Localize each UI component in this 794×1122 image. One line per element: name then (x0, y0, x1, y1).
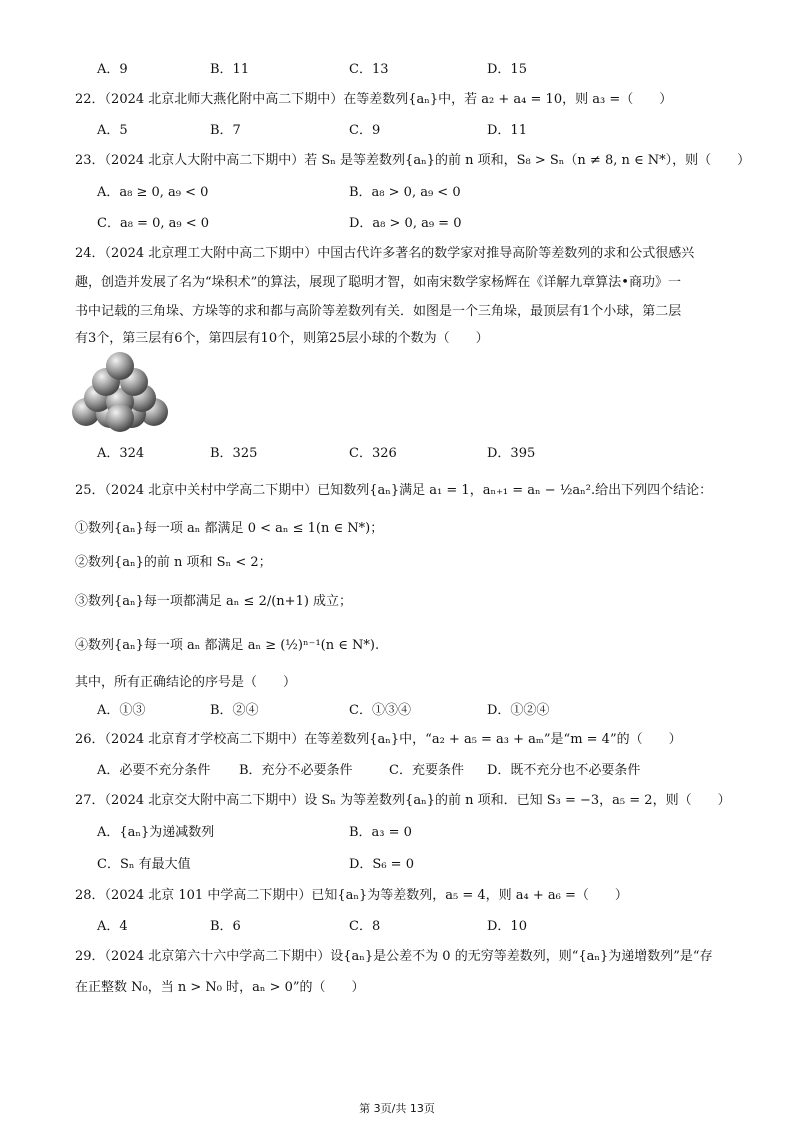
q25-prompt: 其中，所有正确结论的序号是（ ） (75, 675, 297, 690)
q24-stem-line-4: 有3个，第三层有6个，第四层有10个，则第25层小球的个数为（ ） (75, 331, 489, 346)
q26-option-c: C．充要条件 (389, 763, 464, 778)
q25-conclusion-1: ①数列{aₙ}每一项 aₙ 都满足 0 < aₙ ≤ 1(n ∈ N*)； (75, 521, 384, 536)
q28-stem: 28．（2024 北京 101 中学高二下期中）已知{aₙ}为等差数列，a₅ = 4，则 a₄ + a₆ =（ ） (75, 888, 628, 903)
q28-option-b: B．6 (210, 919, 241, 934)
q25-conclusion-2: ②数列{aₙ}的前 n 项和 Sₙ < 2； (75, 555, 272, 570)
q25-stem: 25．（2024 北京中关村中学高二下期中）已知数列{aₙ}满足 a₁ = 1，aₙ₊₁ = aₙ − ½aₙ².给出下列四个结论： (75, 483, 713, 498)
q24-option-c: C．326 (349, 446, 397, 461)
q22-option-c: C．9 (349, 123, 381, 138)
q22-stem: 22．（2024 北京北师大燕化附中高二下期中）在等差数列{aₙ}中，若 a₂ + a₄ = 10，则 a₃ =（ ） (75, 92, 673, 107)
q24-option-a: A．324 (97, 446, 145, 461)
q26-stem: 26．（2024 北京育才学校高二下期中）在等差数列{aₙ}中，“a₂ + a₅ = a₃ + aₘ”是“m = 4”的（ ） (75, 732, 682, 747)
q21-option-d: D．15 (487, 62, 527, 77)
q23-option-a: A．a₈ ≥ 0, a₉ < 0 (97, 185, 209, 200)
q28-option-d: D．10 (487, 919, 527, 934)
q27-option-d: D．S₆ = 0 (349, 857, 414, 872)
q25-conclusion-3: ③数列{aₙ}每一项都满足 aₙ ≤ 2/(n+1) 成立； (75, 594, 353, 609)
q29-stem-line-1: 29．（2024 北京第六十六中学高二下期中）设{aₙ}是公差不为 0 的无穷等差数列，则“{aₙ}为递增数列”是“存 (75, 949, 713, 964)
q23-stem: 23．（2024 北京人大附中高二下期中）若 Sₙ 是等差数列{aₙ}的前 n 项和，S₈ > Sₙ（n ≠ 8, n ∈ N*），则（ ） (75, 153, 751, 168)
triangular-ball-pile-figure (70, 352, 170, 432)
q22-option-b: B．7 (210, 123, 241, 138)
q23-option-d: D．a₈ > 0, a₉ = 0 (349, 216, 462, 231)
q29-stem-line-2: 在正整数 N₀，当 n > N₀ 时，aₙ > 0”的（ ） (75, 980, 365, 995)
q26-option-b: B．充分不必要条件 (239, 763, 353, 778)
q27-option-c: C．Sₙ 有最大值 (97, 857, 191, 872)
q28-option-c: C．8 (349, 919, 381, 934)
q25-option-c: C．①③④ (349, 703, 411, 718)
q24-option-d: D．395 (487, 446, 536, 461)
q25-option-a: A．①③ (97, 703, 146, 718)
q23-option-b: B．a₈ > 0, a₉ < 0 (349, 185, 461, 200)
q25-option-b: B．②④ (210, 703, 259, 718)
q21-option-a: A．9 (97, 62, 128, 77)
q27-option-b: B．a₃ = 0 (349, 825, 412, 840)
q27-stem: 27．（2024 北京交大附中高二下期中）设 Sₙ 为等差数列{aₙ}的前 n 项和．已知 S₃ = −3，a₅ = 2，则（ ） (75, 793, 731, 808)
q21-option-c: C．13 (349, 62, 389, 77)
q27-option-a: A．{aₙ}为递减数列 (97, 825, 215, 840)
q24-stem-line-3: 书中记载的三角垛、方垛等的求和都与高阶等差数列有关．如图是一个三角垛，最顶层有1个小球，第二层 (75, 304, 682, 319)
q28-option-a: A．4 (97, 919, 128, 934)
q24-stem-line-2: 趣，创造并发展了名为“垛积术”的算法，展现了聪明才智，如南宋数学家杨辉在《详解九章算法•商功》一 (75, 275, 681, 290)
page-number-footer: 第 3页/共 13页 (359, 1102, 435, 1115)
q26-option-d: D．既不充分也不必要条件 (487, 763, 641, 778)
ball-pile (72, 352, 168, 432)
q24-option-b: B．325 (210, 446, 258, 461)
q23-option-c: C．a₈ = 0, a₉ < 0 (97, 216, 209, 231)
q22-option-a: A．5 (97, 123, 128, 138)
q25-option-d: D．①②④ (487, 703, 550, 718)
q26-option-a: A．必要不充分条件 (97, 763, 211, 778)
q25-conclusion-4: ④数列{aₙ}每一项 aₙ 都满足 aₙ ≥ (½)ⁿ⁻¹(n ∈ N*). (75, 638, 380, 653)
q21-option-b: B．11 (210, 62, 250, 77)
q24-stem-line-1: 24．（2024 北京理工大附中高二下期中）中国古代许多著名的数学家对推导高阶等差数列的求和公式很感兴 (75, 246, 695, 261)
q22-option-d: D．11 (487, 123, 527, 138)
